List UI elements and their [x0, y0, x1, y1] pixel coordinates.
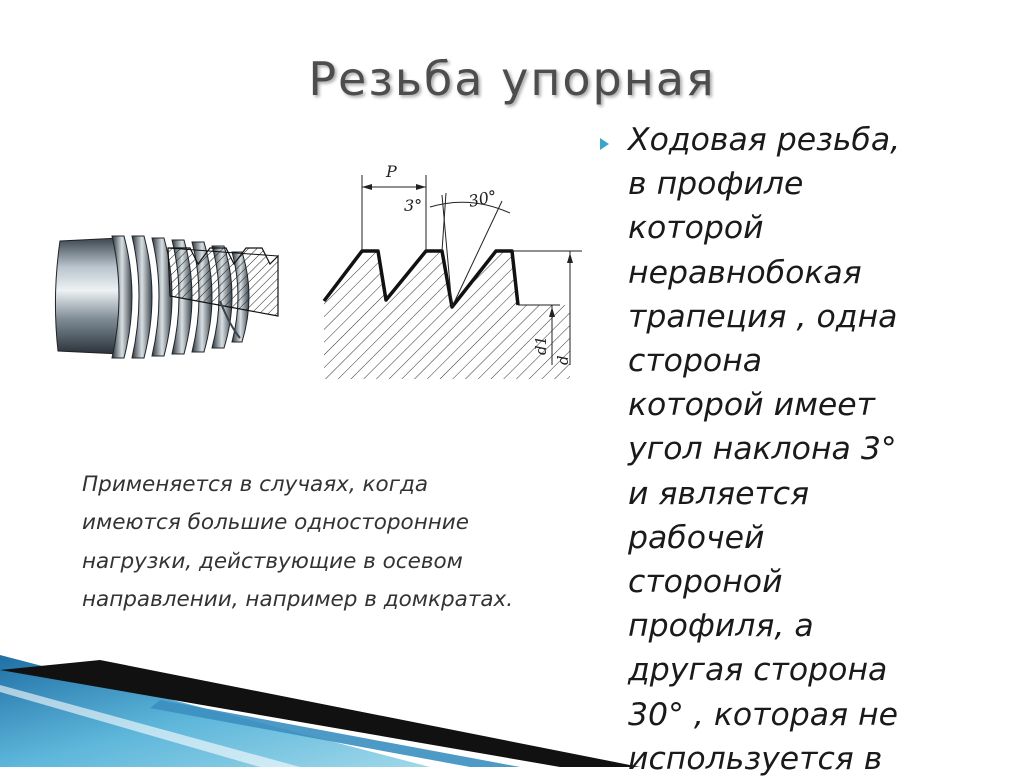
bullet-line: неравнобокая: [628, 254, 862, 291]
bullet-line: используется в: [628, 740, 883, 777]
definition-bullet: [628, 118, 1018, 781]
bullet-line: Ходовая резьба,: [628, 122, 901, 158]
major-diameter-label: d: [554, 355, 572, 365]
bullet-line: сторона: [628, 343, 763, 380]
small-angle-label: 3°: [404, 196, 423, 215]
bullet-line: профиля, а: [628, 608, 814, 645]
usage-note-line: направлении, например в домкратах.: [82, 586, 514, 612]
usage-note-line: нагрузки, действующие в осевом: [82, 548, 463, 574]
slide-title: Резьба упорная: [308, 52, 716, 106]
bullet-line: которой: [628, 210, 764, 247]
bullet-arrow-icon: [600, 138, 609, 150]
thread-profile-diagram: [320, 155, 600, 385]
decorative-stripes: [0, 630, 640, 767]
bullet-line: другая сторона: [628, 652, 888, 689]
bullet-line: и является: [628, 475, 810, 512]
bullet-line: трапеция , одна: [628, 298, 898, 335]
minor-diameter-label: d1: [532, 335, 550, 355]
bullet-line: рабочей: [628, 519, 765, 556]
bullet-line: 30° , которая не: [628, 696, 899, 733]
large-angle-label: 30°: [466, 186, 499, 211]
usage-note: [82, 466, 702, 619]
bullet-line: стороной: [628, 564, 783, 601]
bullet-line: в профиле: [628, 166, 804, 203]
pitch-label: P: [386, 162, 397, 181]
usage-note-line: имеются большие односторонние: [82, 510, 470, 536]
bullet-line: которой имеет: [628, 387, 876, 424]
screw-illustration: [50, 226, 290, 366]
bullet-line: угол наклона 3°: [628, 431, 897, 468]
usage-note-line: Применяется в случаях, когда: [82, 472, 429, 497]
